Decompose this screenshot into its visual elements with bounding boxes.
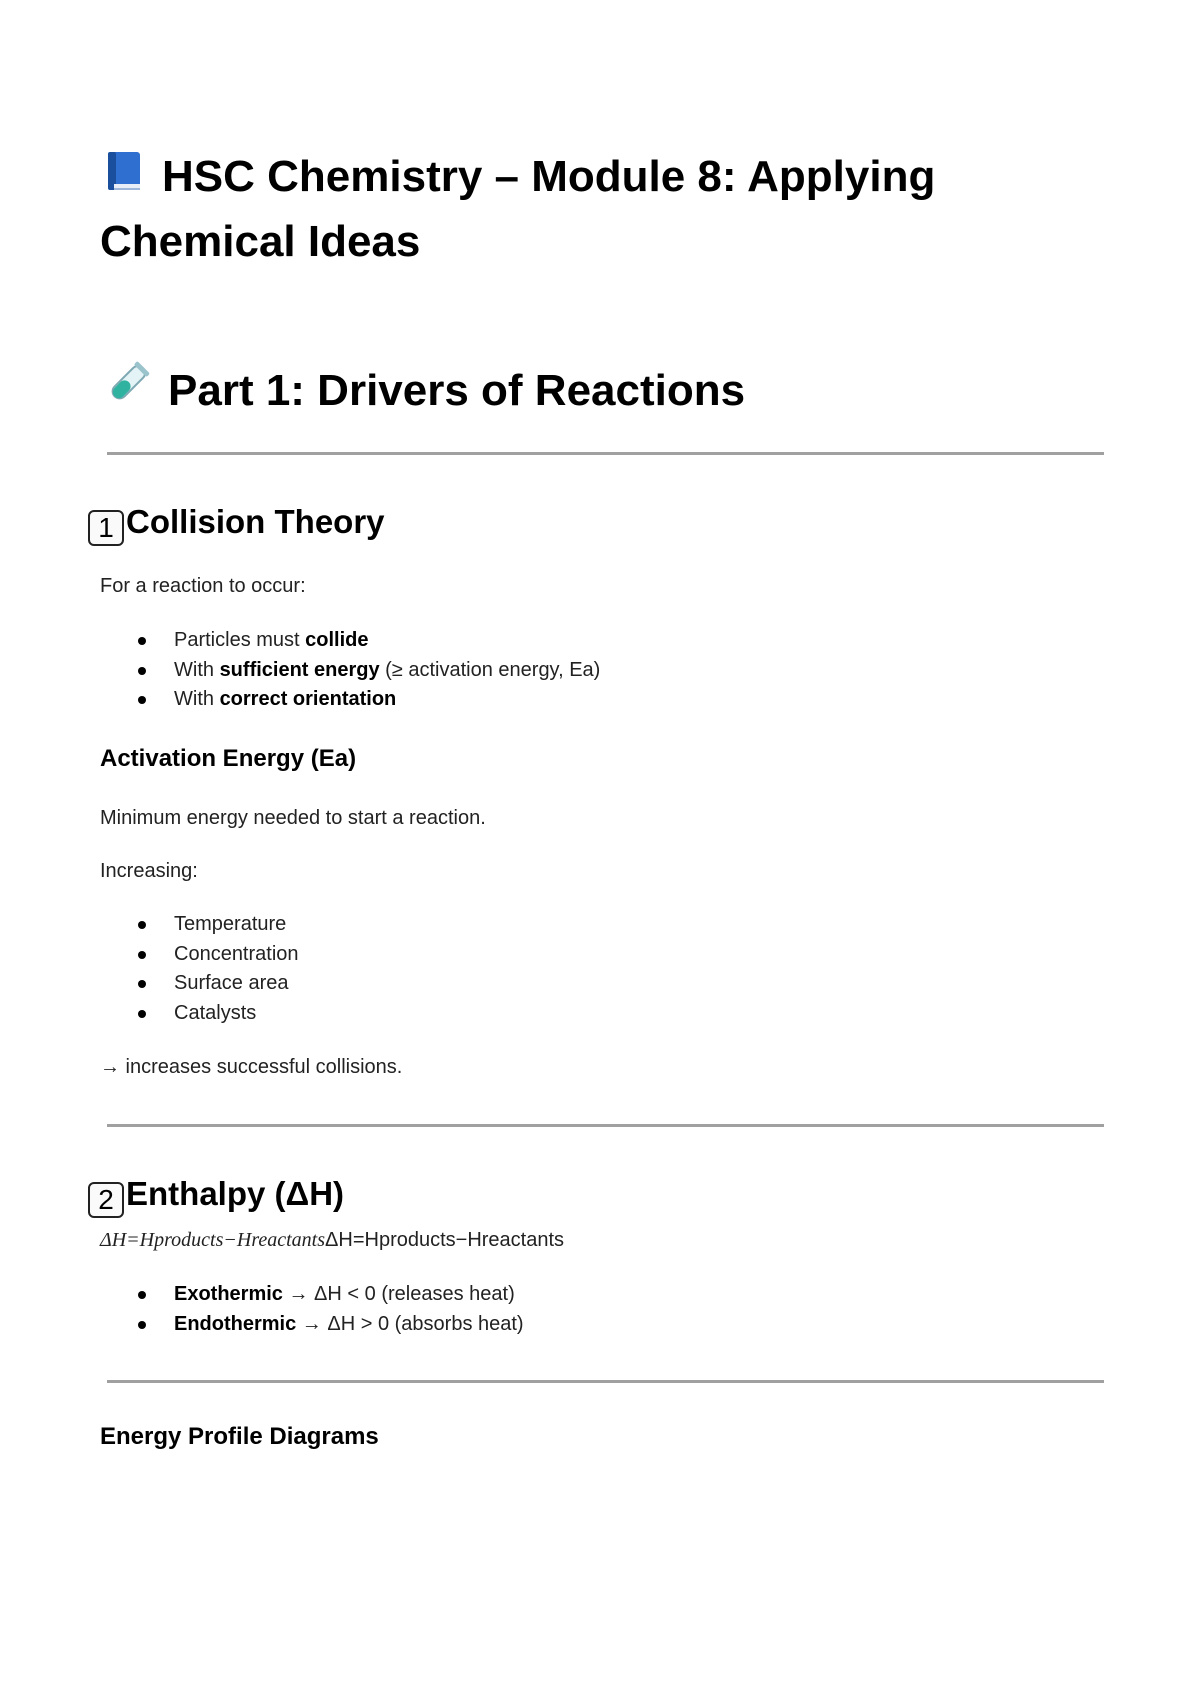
item-text: Surface area [174,972,289,994]
item-text: With [174,658,220,681]
list-item [100,999,299,1029]
item-bold-text: sufficient energy [219,658,380,681]
formula-text: ΔH=Hproducts−Hreactants [325,1229,565,1251]
item-bold-text: Exothermic [174,1283,283,1305]
collision-conditions-list [100,626,600,715]
collision-theory-heading [88,502,385,546]
item-bold-text: correct orientation [219,688,397,710]
formula-math: ΔH=Hproducts−Hreactants [100,1229,326,1251]
item-text: Catalysts [174,1001,257,1024]
keycap-one-icon: 1 [88,510,124,546]
bullet-icon [138,667,146,675]
item-text: Particles must [174,629,306,651]
list-item [100,910,299,940]
energy-profile-heading: Energy Profile Diagrams [100,1423,379,1450]
keycap-two-icon: 2 [88,1182,124,1218]
bullet-icon [138,696,146,704]
bullet-icon [138,1291,146,1299]
list-item [100,626,600,656]
enthalpy-heading [88,1174,344,1218]
divider [107,1124,1104,1127]
list-item [100,1280,524,1310]
bullet-icon [138,951,146,959]
rate-factors-list [100,910,299,1028]
item-text-post: (≥ activation energy, Ea) [379,658,601,681]
bullet-icon [138,921,146,929]
part1-heading-text: Part 1: Drivers of Reactions [168,366,746,416]
item-bold-text: Endothermic [174,1312,297,1335]
bullet-icon [138,637,146,645]
enthalpy-types-list [100,1280,524,1339]
title-line-1 [100,146,935,211]
activation-result: → increases successful collisions. [100,1056,403,1078]
document-title [100,146,935,273]
bullet-icon [138,980,146,988]
increasing-label: Increasing: [100,860,198,882]
part1-heading [100,359,745,428]
item-text: Temperature [174,913,287,935]
collision-intro: For a reaction to occur: [100,575,306,597]
collision-theory-heading-text: Collision Theory [126,503,385,540]
activation-definition: Minimum energy needed to start a reaction. [100,807,486,829]
list-item [100,656,600,686]
test-tube-icon [100,359,152,428]
item-bold-text: collide [305,629,369,651]
divider [107,1380,1104,1383]
bullet-icon [138,1010,146,1018]
list-item [100,1310,524,1340]
list-item [100,969,299,999]
item-text-post: → ΔH > 0 (absorbs heat) [296,1312,524,1335]
enthalpy-formula [100,1227,564,1253]
title-line-2: Chemical Ideas [100,216,421,266]
activation-energy-heading: Activation Energy (Ea) [100,745,357,772]
list-item [100,940,299,970]
list-item [100,685,600,715]
enthalpy-heading-text: Enthalpy (ΔH) [126,1175,345,1212]
bullet-icon [138,1321,146,1329]
title-text-line-1: HSC Chemistry – Module 8: Applying [162,152,936,201]
divider [107,452,1104,455]
item-text: Concentration [174,942,299,965]
item-text: With [174,688,220,710]
blue-book-icon [100,148,146,211]
item-text-post: → ΔH < 0 (releases heat) [282,1283,515,1305]
